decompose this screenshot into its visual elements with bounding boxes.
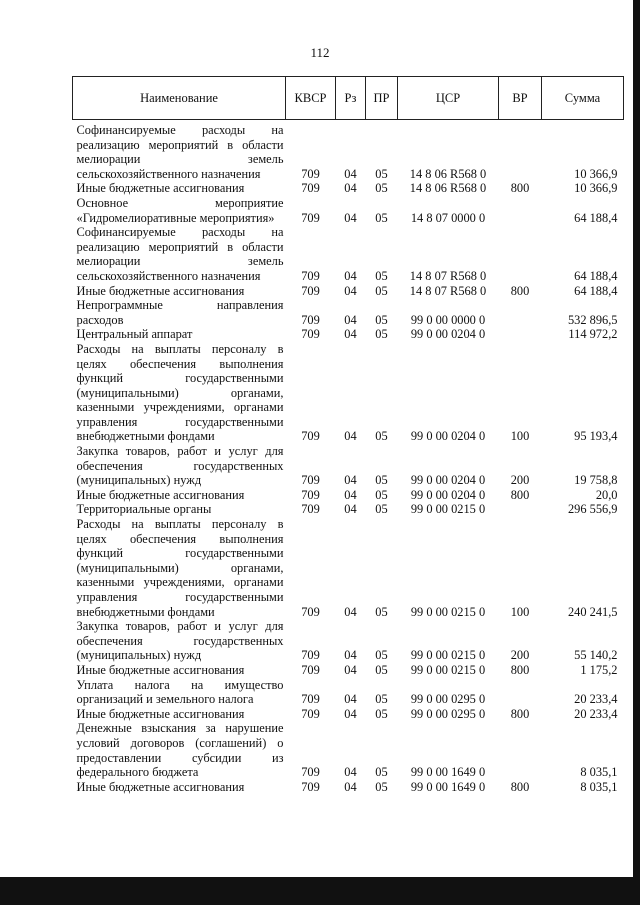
header-pr: ПР [366,77,398,120]
row-name-line: (муниципальных) нужд [76,473,202,488]
row-sum: 8 035,1 [580,779,618,794]
row-vr: 800 [510,487,530,502]
row-pr: 05 [375,181,388,196]
row-kvsr: 709 [301,327,320,342]
row-kvsr: 709 [301,487,320,502]
row-vr [499,298,542,327]
row-name [73,298,286,327]
table-row [73,663,624,678]
row-csr: 99 0 00 0215 0 [410,648,486,663]
row-sum: 64 188,4 [574,210,618,225]
row-name-line: казенными учреждениями, органами [76,575,284,590]
table-row [73,502,624,517]
row-csr: 99 0 00 0204 0 [410,429,486,444]
row-csr: 99 0 00 0295 0 [410,706,486,721]
row-pr: 05 [375,765,388,780]
row-name-line: «Гидромелиоративные мероприятия» [76,210,275,225]
row-sum: 114 972,2 [568,327,618,342]
row-rz: 04 [344,429,357,444]
table-row [73,284,624,299]
row-rz: 04 [344,706,357,721]
table-row [73,181,624,196]
row-name [73,181,286,196]
row-vr [499,678,542,707]
row-name-line: функций государственными [76,546,284,561]
row-name [73,780,286,795]
row-vr: 100 [510,429,530,444]
row-pr: 05 [375,429,388,444]
row-sum: 95 193,4 [574,429,618,444]
table-row [73,298,624,327]
row-kvsr: 709 [301,210,320,225]
row-name-line: Софинансируемые расходы на [76,225,284,240]
row-name-line: Иные бюджетные ассигнования [76,779,245,794]
row-rz: 04 [344,502,357,517]
row-kvsr: 709 [301,283,320,298]
row-name-line: расходов [76,312,124,327]
row-name-line: Иные бюджетные ассигнования [76,662,245,677]
row-name-line: Денежные взыскания за нарушение [76,721,284,736]
row-rz: 04 [344,779,357,794]
row-name [73,225,286,283]
row-rz: 04 [344,181,357,196]
row-vr [499,225,542,283]
row-csr: 99 0 00 0215 0 [410,662,486,677]
table-row [73,444,624,488]
row-name-line: Уплата налога на имущество [76,677,284,692]
table-row [73,619,624,663]
row-csr: 14 8 06 R568 0 [409,166,487,181]
row-vr: 200 [510,473,530,488]
table-row [73,196,624,225]
row-name [73,120,286,182]
row-name [73,678,286,707]
row-pr: 05 [375,268,388,283]
header-kvsr: КВСР [286,77,336,120]
row-name-line: обеспечения государственных [76,633,284,648]
row-name-line: сельскохозяйственного назначения [76,268,261,283]
row-kvsr: 709 [301,268,320,283]
row-sum: 64 188,4 [574,283,618,298]
table-row [73,517,624,619]
header-vr: ВР [499,77,542,120]
row-name-line: Иные бюджетные ассигнования [76,283,245,298]
row-name-line: внебюджетными фондами [76,604,215,619]
row-name-line: сельскохозяйственного назначения [76,166,261,181]
row-vr [499,327,542,342]
row-pr: 05 [375,487,388,502]
row-kvsr: 709 [301,473,320,488]
row-rz: 04 [344,487,357,502]
row-name-line: обеспечения государственных [76,458,284,473]
table-row [73,721,624,779]
row-name-line: Иные бюджетные ассигнования [76,487,245,502]
row-csr: 99 0 00 0295 0 [410,692,486,707]
row-rz: 04 [344,604,357,619]
row-name [73,284,286,299]
table-body [73,120,624,795]
row-vr: 800 [510,181,530,196]
row-name-line: организаций и земельного налога [76,692,254,707]
row-sum: 55 140,2 [574,648,618,663]
row-vr [499,120,542,182]
row-name-line: целях обеспечения выполнения [76,356,284,371]
row-pr: 05 [375,779,388,794]
row-kvsr: 709 [301,429,320,444]
row-pr: 05 [375,502,388,517]
row-name-line: Центральный аппарат [76,327,193,342]
row-csr: 99 0 00 0204 0 [410,473,486,488]
row-name-line: реализацию мероприятий в области [76,137,284,152]
row-csr: 99 0 00 0215 0 [410,604,486,619]
row-rz: 04 [344,312,357,327]
row-name-line: (муниципальных) нужд [76,648,202,663]
row-name-line: Иные бюджетные ассигнования [76,706,245,721]
row-name-line: Основное мероприятие [76,195,284,210]
table-row [73,780,624,795]
row-name-line: предоставлении субсидии из [76,750,284,765]
row-kvsr: 709 [301,648,320,663]
row-name [73,502,286,517]
row-kvsr: 709 [301,166,320,181]
row-name [73,721,286,779]
row-name-line: внебюджетными фондами [76,429,215,444]
row-rz: 04 [344,692,357,707]
row-rz: 04 [344,648,357,663]
row-rz: 04 [344,283,357,298]
header-name: Наименование [73,77,286,120]
row-name [73,517,286,619]
row-csr: 99 0 00 1649 0 [410,779,486,794]
row-name-line: условий договоров (соглашений) о [76,735,284,750]
table-row [73,225,624,283]
row-pr: 05 [375,327,388,342]
budget-table [72,76,624,794]
row-name-line: (муниципальными) органами, [76,560,284,575]
row-rz: 04 [344,473,357,488]
row-name-line: функций государственными [76,371,284,386]
row-sum: 532 896,5 [567,312,618,327]
row-csr: 99 0 00 0215 0 [410,502,486,517]
row-kvsr: 709 [301,765,320,780]
row-name-line: Территориальные органы [76,502,212,517]
row-name-line: целях обеспечения выполнения [76,531,284,546]
row-pr: 05 [375,604,388,619]
row-vr: 800 [510,283,530,298]
row-pr: 05 [375,283,388,298]
row-rz: 04 [344,166,357,181]
row-vr [499,721,542,779]
row-kvsr: 709 [301,502,320,517]
row-csr: 14 8 06 R568 0 [409,181,487,196]
row-name-line: управления государственными [76,414,284,429]
row-kvsr: 709 [301,662,320,677]
row-name [73,444,286,488]
row-rz: 04 [344,210,357,225]
page-number: 112 [310,45,330,60]
row-vr: 200 [510,648,530,663]
row-name-line: Закупка товаров, работ и услуг для [76,619,284,634]
row-pr: 05 [375,662,388,677]
row-pr: 05 [375,692,388,707]
row-kvsr: 709 [301,312,320,327]
table-row [73,678,624,707]
row-rz: 04 [344,327,357,342]
row-name [73,663,286,678]
table-row [73,488,624,503]
row-name-line: Расходы на выплаты персоналу в [76,517,284,532]
budget-table-container [72,76,623,794]
row-name-line: Закупка товаров, работ и услуг для [76,444,284,459]
row-sum: 19 758,8 [574,473,618,488]
row-sum: 10 366,9 [574,181,618,196]
row-name-line: Непрограммные направления [76,298,284,313]
row-name-line: казенными учреждениями, органами [76,400,284,415]
row-name-line: управления государственными [76,590,284,604]
row-csr: 99 0 00 1649 0 [410,765,486,780]
row-name-line: федерального бюджета [76,765,199,780]
row-pr: 05 [375,210,388,225]
row-name-line: мелиорации земель [76,152,284,167]
row-rz: 04 [344,765,357,780]
row-name [73,327,286,342]
row-csr: 99 0 00 0000 0 [410,312,486,327]
table-row [73,707,624,722]
row-sum: 8 035,1 [580,765,618,780]
row-name [73,619,286,663]
row-name [73,342,286,444]
row-rz: 04 [344,662,357,677]
row-name-line: Расходы на выплаты персоналу в [76,341,284,356]
row-vr: 800 [510,662,530,677]
row-csr: 14 8 07 0000 0 [410,210,486,225]
row-sum: 64 188,4 [574,268,618,283]
row-name [73,707,286,722]
row-name-line: мелиорации земель [76,254,284,269]
row-name-line: Софинансируемые расходы на [76,123,284,137]
row-sum: 20 233,4 [574,706,618,721]
row-kvsr: 709 [301,779,320,794]
table-header-row [73,77,624,120]
row-kvsr: 709 [301,706,320,721]
table-row [73,120,624,182]
row-vr: 800 [510,706,530,721]
row-name [73,196,286,225]
row-rz: 04 [344,268,357,283]
row-sum: 240 241,5 [567,604,618,619]
scan-edge-bottom [0,877,640,905]
row-vr [499,502,542,517]
row-pr: 05 [375,648,388,663]
row-pr: 05 [375,166,388,181]
row-name-line: реализацию мероприятий в области [76,239,284,254]
row-sum: 20 233,4 [574,692,618,707]
row-csr: 99 0 00 0204 0 [410,327,486,342]
row-csr: 99 0 00 0204 0 [410,487,486,502]
table-row [73,342,624,444]
row-kvsr: 709 [301,604,320,619]
table-row [73,327,624,342]
row-pr: 05 [375,312,388,327]
row-vr: 100 [510,604,530,619]
header-csr: ЦСР [398,77,499,120]
header-rz: Рз [336,77,366,120]
scan-edge-right [633,0,640,905]
row-name-line: Иные бюджетные ассигнования [76,181,245,196]
row-csr: 14 8 07 R568 0 [409,283,487,298]
row-pr: 05 [375,473,388,488]
row-sum: 20,0 [595,487,618,502]
row-sum: 10 366,9 [574,166,618,181]
row-csr: 14 8 07 R568 0 [409,268,487,283]
row-vr: 800 [510,779,530,794]
row-vr [499,196,542,225]
row-kvsr: 709 [301,692,320,707]
row-sum: 1 175,2 [580,662,618,677]
row-kvsr: 709 [301,181,320,196]
row-pr: 05 [375,706,388,721]
row-sum: 296 556,9 [567,502,618,517]
row-name-line: (муниципальными) органами, [76,385,284,400]
row-name [73,488,286,503]
header-sum: Сумма [542,77,624,120]
